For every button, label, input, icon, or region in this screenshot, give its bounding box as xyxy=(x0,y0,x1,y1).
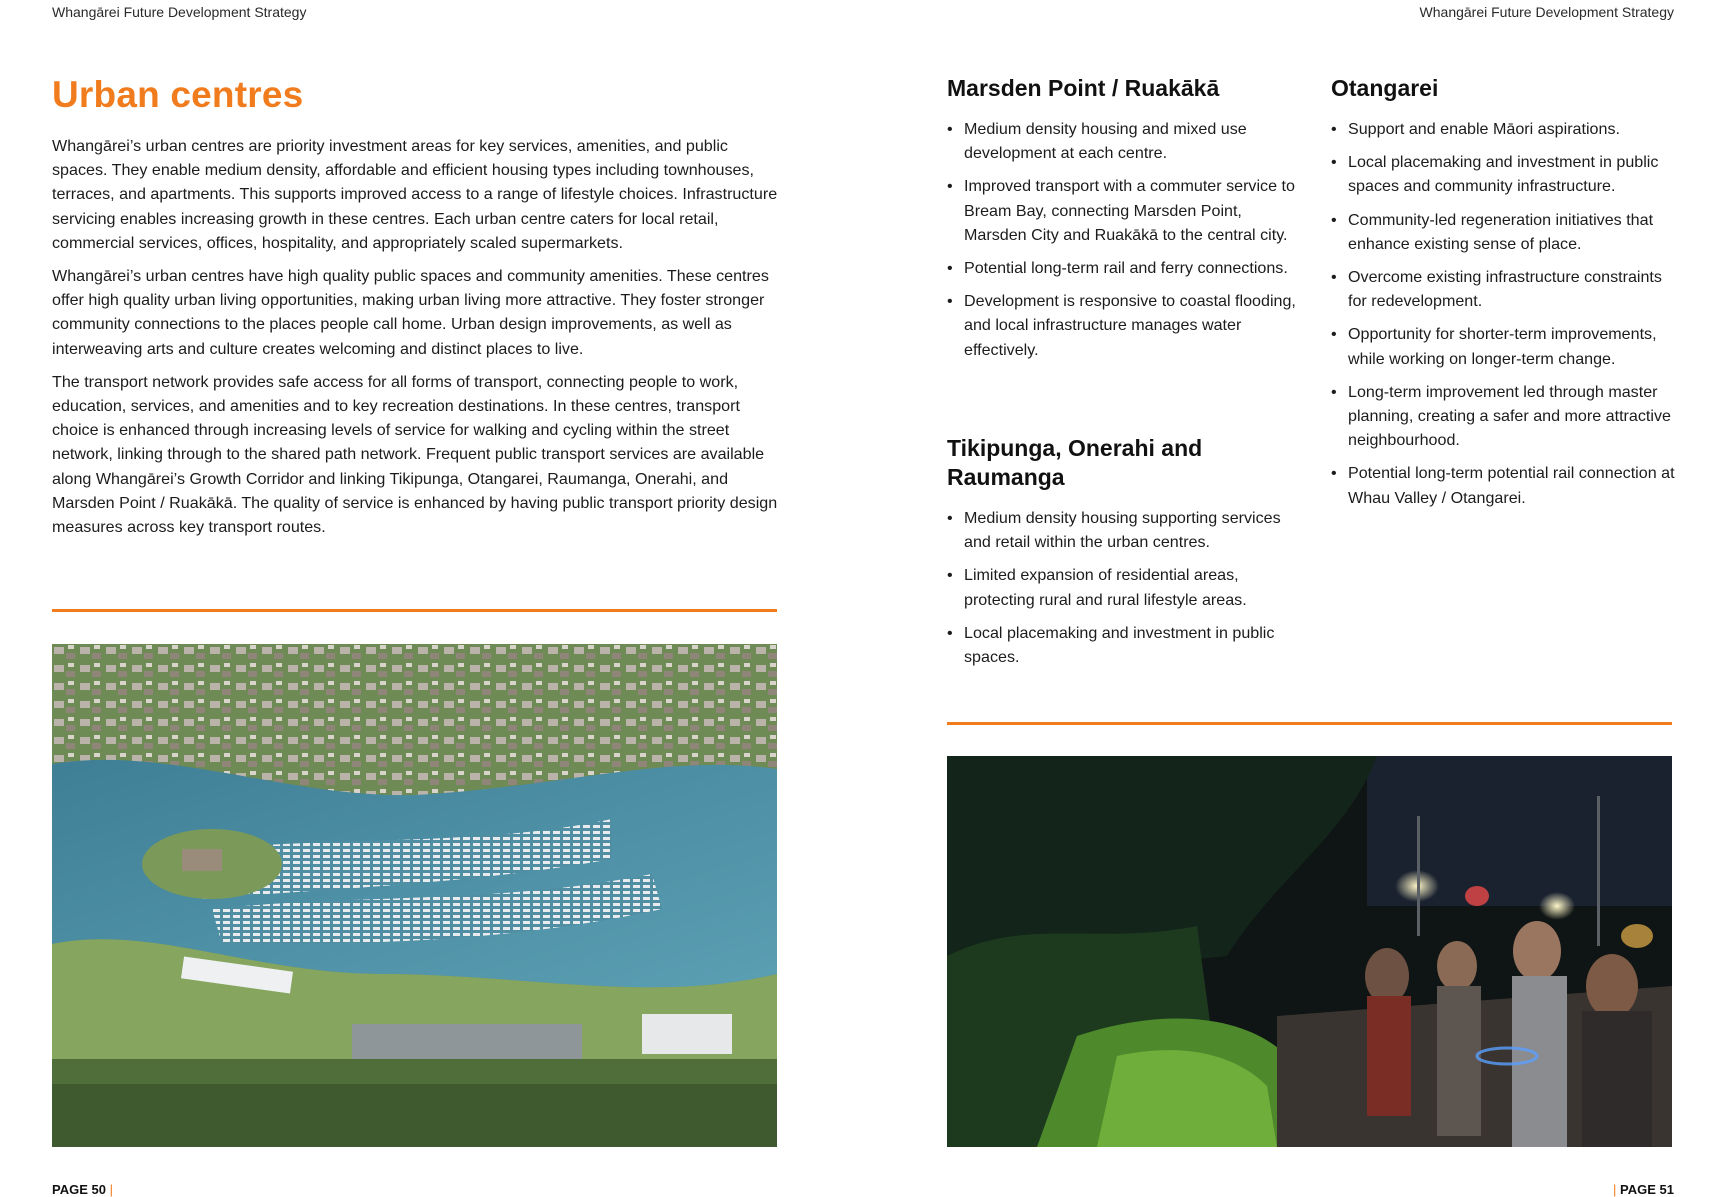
bullet-list xyxy=(1331,117,1681,510)
section-heading: Tikipunga, Onerahi and Raumanga xyxy=(947,435,1203,490)
marina-aerial-photo xyxy=(52,644,777,1147)
page-number-separator: | xyxy=(1613,1182,1617,1197)
bullet-list xyxy=(947,506,1297,669)
bullet-item: • Limited expansion of residential areas, protecting rural and rural lifestyle areas. xyxy=(947,563,1297,611)
running-header-left: Whangārei Future Development Strategy xyxy=(52,4,307,20)
intro-paragraph: The transport network provides safe access for all forms of transport, connecting people to work, education, services, and amenities and to key recreation destinations. In these centres, transport choice is enhanced through increasing levels of service for walking and cycling within the street network, linking through to the shared path network. Frequent public transport services are available along Whangārei’s Growth Corridor and linking Tikipunga, Otangarei, Raumanga, Onerahi, and Marsden Point / Ruakākā. The quality of service is enhanced by having public transport priority design measures across key transport routes. xyxy=(52,372,778,537)
bullet-item: • Long-term improvement led through master planning, creating a safer and more attractive neighbourhood. xyxy=(1331,380,1681,453)
page-number-separator: | xyxy=(109,1182,113,1197)
orange-divider xyxy=(947,722,1672,725)
bullet-item: • Medium density housing supporting services and retail within the urban centres. xyxy=(947,506,1297,554)
bullet-item: • Support and enable Māori aspirations. xyxy=(1331,117,1681,141)
bullet-item: • Potential long-term rail and ferry connections. xyxy=(947,256,1297,280)
page-title: Urban centres xyxy=(52,74,304,115)
bullet-item: • Local placemaking and investment in public spaces. xyxy=(947,621,1297,669)
page-number-label: PAGE 50 xyxy=(52,1182,106,1197)
bullet-item: • Overcome existing infrastructure constraints for redevelopment. xyxy=(1331,265,1681,313)
intro-paragraph: Whangārei’s urban centres are priority investment areas for key services, amenities, and public spaces. They enable medium density, affordable and efficient housing types including townhouses, terraces, and apartments. This supports improved access to a range of lifestyle choices. Infrastructure servicing enables increasing growth in these centres. Each urban centre caters for local retail, commercial services, offices, hospitality, and appropriately scaled supermarkets. xyxy=(52,137,778,252)
orange-divider xyxy=(52,609,777,612)
bullet-item: • Improved transport with a commuter service to Bream Bay, connecting Marsden Point, Marsden City and Ruakākā to the central city. xyxy=(947,174,1297,247)
page-number-right xyxy=(1613,1183,1674,1197)
section-heading: Otangarei xyxy=(1331,75,1439,101)
section-heading: Marsden Point / Ruakākā xyxy=(947,75,1220,101)
bullet-item: • Development is responsive to coastal flooding, and local infrastructure manages water effectively. xyxy=(947,289,1297,362)
intro-text xyxy=(52,134,782,548)
section-otangarei xyxy=(1331,74,1681,519)
bullet-list xyxy=(947,117,1297,362)
bullet-item: • Medium density housing and mixed use development at each centre. xyxy=(947,117,1297,165)
night-lantern-walk-photo xyxy=(947,756,1672,1147)
section-marsden-point xyxy=(947,74,1297,371)
page-number-left xyxy=(52,1183,113,1197)
running-header-right: Whangārei Future Development Strategy xyxy=(1419,4,1674,20)
bullet-item: • Local placemaking and investment in public spaces and community infrastructure. xyxy=(1331,150,1681,198)
bullet-item: • Potential long-term potential rail connection at Whau Valley / Otangarei. xyxy=(1331,461,1681,509)
section-tikipunga xyxy=(947,434,1297,678)
bullet-item: • Community-led regeneration initiatives that enhance existing sense of place. xyxy=(1331,208,1681,256)
intro-paragraph: Whangārei’s urban centres have high quality public spaces and community amenities. These centres offer high quality urban living opportunities, making urban living more attractive. They foster stronger community connections to the places people call home. Urban design improvements, as well as interweaving arts and culture creates welcoming and distinct places to live. xyxy=(52,267,769,358)
bullet-item: • Opportunity for shorter-term improvements, while working on longer-term change. xyxy=(1331,322,1681,370)
page-number-label: PAGE 51 xyxy=(1620,1182,1674,1197)
